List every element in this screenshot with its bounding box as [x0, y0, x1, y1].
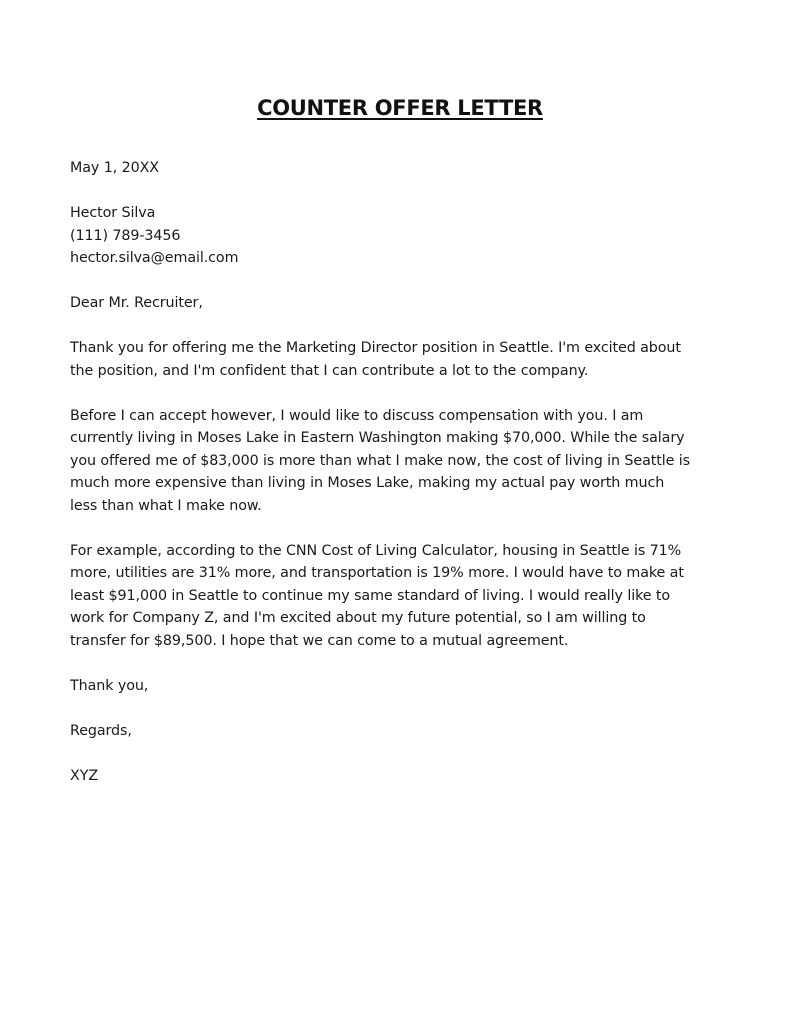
- paragraph-line: transfer for $89,500. I hope that we can come to a mutual agreement.: [70, 632, 569, 649]
- signature: XYZ: [70, 767, 99, 784]
- sender-block: [70, 202, 740, 270]
- paragraph-example: [70, 540, 740, 653]
- sender-email: hector.silva@email.com: [70, 250, 239, 266]
- paragraph-line: less than what I make now.: [70, 497, 262, 514]
- paragraph-line: Thank you for offering me the Marketing Director position in Seattle. I'm excited about: [70, 340, 681, 356]
- paragraph-line: currently living in Moses Lake in Eastern Washington making $70,000. While the salary: [70, 430, 685, 446]
- paragraph-compensation: [70, 405, 740, 518]
- regards: Regards,: [70, 722, 132, 739]
- sender-name: Hector Silva: [70, 205, 156, 221]
- closing: Thank you,: [70, 677, 149, 694]
- paragraph-line: you offered me of $83,000 is more than what I make now, the cost of living in Seattle is: [70, 452, 691, 469]
- letter-title: COUNTER OFFER LETTER: [257, 96, 543, 120]
- paragraph-intro: [70, 337, 740, 382]
- paragraph-line: much more expensive than living in Moses Lake, making my actual pay worth much: [70, 475, 665, 491]
- letter-date: May 1, 20XX: [70, 160, 159, 176]
- paragraph-line: work for Company Z, and I'm excited about my future potential, so I am willing to: [70, 610, 646, 626]
- letter-body: [70, 157, 740, 810]
- paragraph-line: more, utilities are 31% more, and transportation is 19% more. I would have to make at: [70, 565, 684, 581]
- paragraph-line: Before I can accept however, I would like to discuss compensation with you. I am: [70, 407, 644, 424]
- paragraph-line: For example, according to the CNN Cost of Living Calculator, housing in Seattle is 71%: [70, 542, 682, 559]
- salutation: Dear Mr. Recruiter,: [70, 295, 203, 311]
- paragraph-line: least $91,000 in Seattle to continue my same standard of living. I would really like to: [70, 587, 671, 604]
- sender-phone: (111) 789-3456: [70, 227, 181, 244]
- paragraph-line: the position, and I'm confident that I can contribute a lot to the company.: [70, 362, 589, 379]
